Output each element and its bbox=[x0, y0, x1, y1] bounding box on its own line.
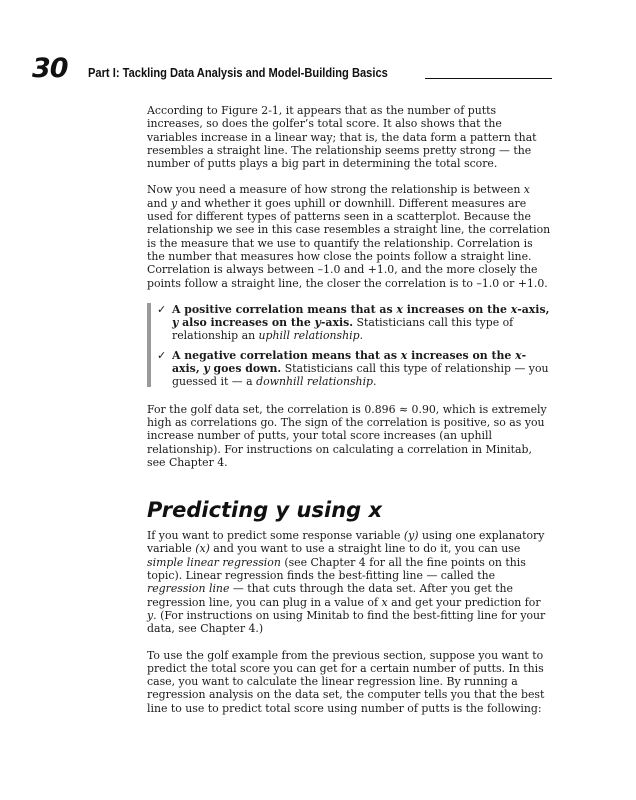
section-heading: Predicting y using x bbox=[147, 498, 383, 523]
paragraph-figure-description: According to Figure 2-1, it appears that as the number of putts increases, so does the golfer’s total score. It also shows that the variables increase in a linear way; that is, the data form a pattern that resembles a straight line. The relationship seems pretty strong — the number of putts plays a big part in determining the total score. bbox=[147, 104, 537, 171]
paragraph-golf-regression: To use the golf example from the previous section, suppose you want to predict the total score you can get for a certain number of putts. In this case, you want to calculate the linear regression line. By running a regression analysis on the data set, the computer tells you that the best line to use to predict total score using number of putts is the following: bbox=[147, 648, 545, 715]
body-text bbox=[147, 104, 551, 728]
running-head-title: Part I: Tackling Data Analysis and Model-Building Basics bbox=[88, 66, 388, 80]
check-icon: ✓ bbox=[157, 348, 167, 362]
header-rule bbox=[425, 78, 552, 79]
bullet-positive-correlation: ✓ A positive correlation means that as x increases on the x-axis, y also increases on the y-axis. Statisticians call this type of relationship an uphill relationship. bbox=[157, 302, 550, 343]
paragraph-regression-intro: If you want to predict some response variable (y) using one explanatory variable (x) and you want to use a straight line to do it, you can use simple linear regression (see Chapter 4 for all the fine points on this topic). Linear regression finds the best-fitting line — called the regression line — that cuts through the data set. After you get the regression line, you can plug in a value of x and get your prediction for y. (For instructions on using Minitab to find the best-fitting line for your data, see Chapter 4.) bbox=[147, 529, 546, 636]
check-icon: ✓ bbox=[157, 302, 167, 316]
paragraph-correlation-intro: Now you need a measure of how strong the relationship is between x and y and whether it goes uphill or downhill. Different measures are used for different types of patterns seen in a scatterplot. Because the relationship we see in this case resembles a straight line, the correlation is the measure that we use to quantify the relationship. Correlation is the number that measures how close the points follow a straight line. Correlation is always between –1.0 and +1.0, and the more closely the points follow a straight line, the closer the correlation is to –1.0 or +1.0. bbox=[147, 183, 551, 290]
paragraph-golf-correlation: For the golf data set, the correlation is 0.896 ≈ 0.90, which is extremely high as correlations go. The sign of the correlation is positive, so as you increase number of putts, your total score increases (an uphill relationship). For instructions on calculating a correlation in Minitab, see Chapter 4. bbox=[147, 402, 547, 469]
correlation-tip-block bbox=[147, 303, 551, 389]
page-number: 30 bbox=[32, 53, 68, 84]
bullet-negative-correlation: ✓ A negative correlation means that as x increases on the x-axis, y goes down. Statisticians call this type of relationship — you guessed it — a downhill relationship. bbox=[157, 348, 549, 389]
